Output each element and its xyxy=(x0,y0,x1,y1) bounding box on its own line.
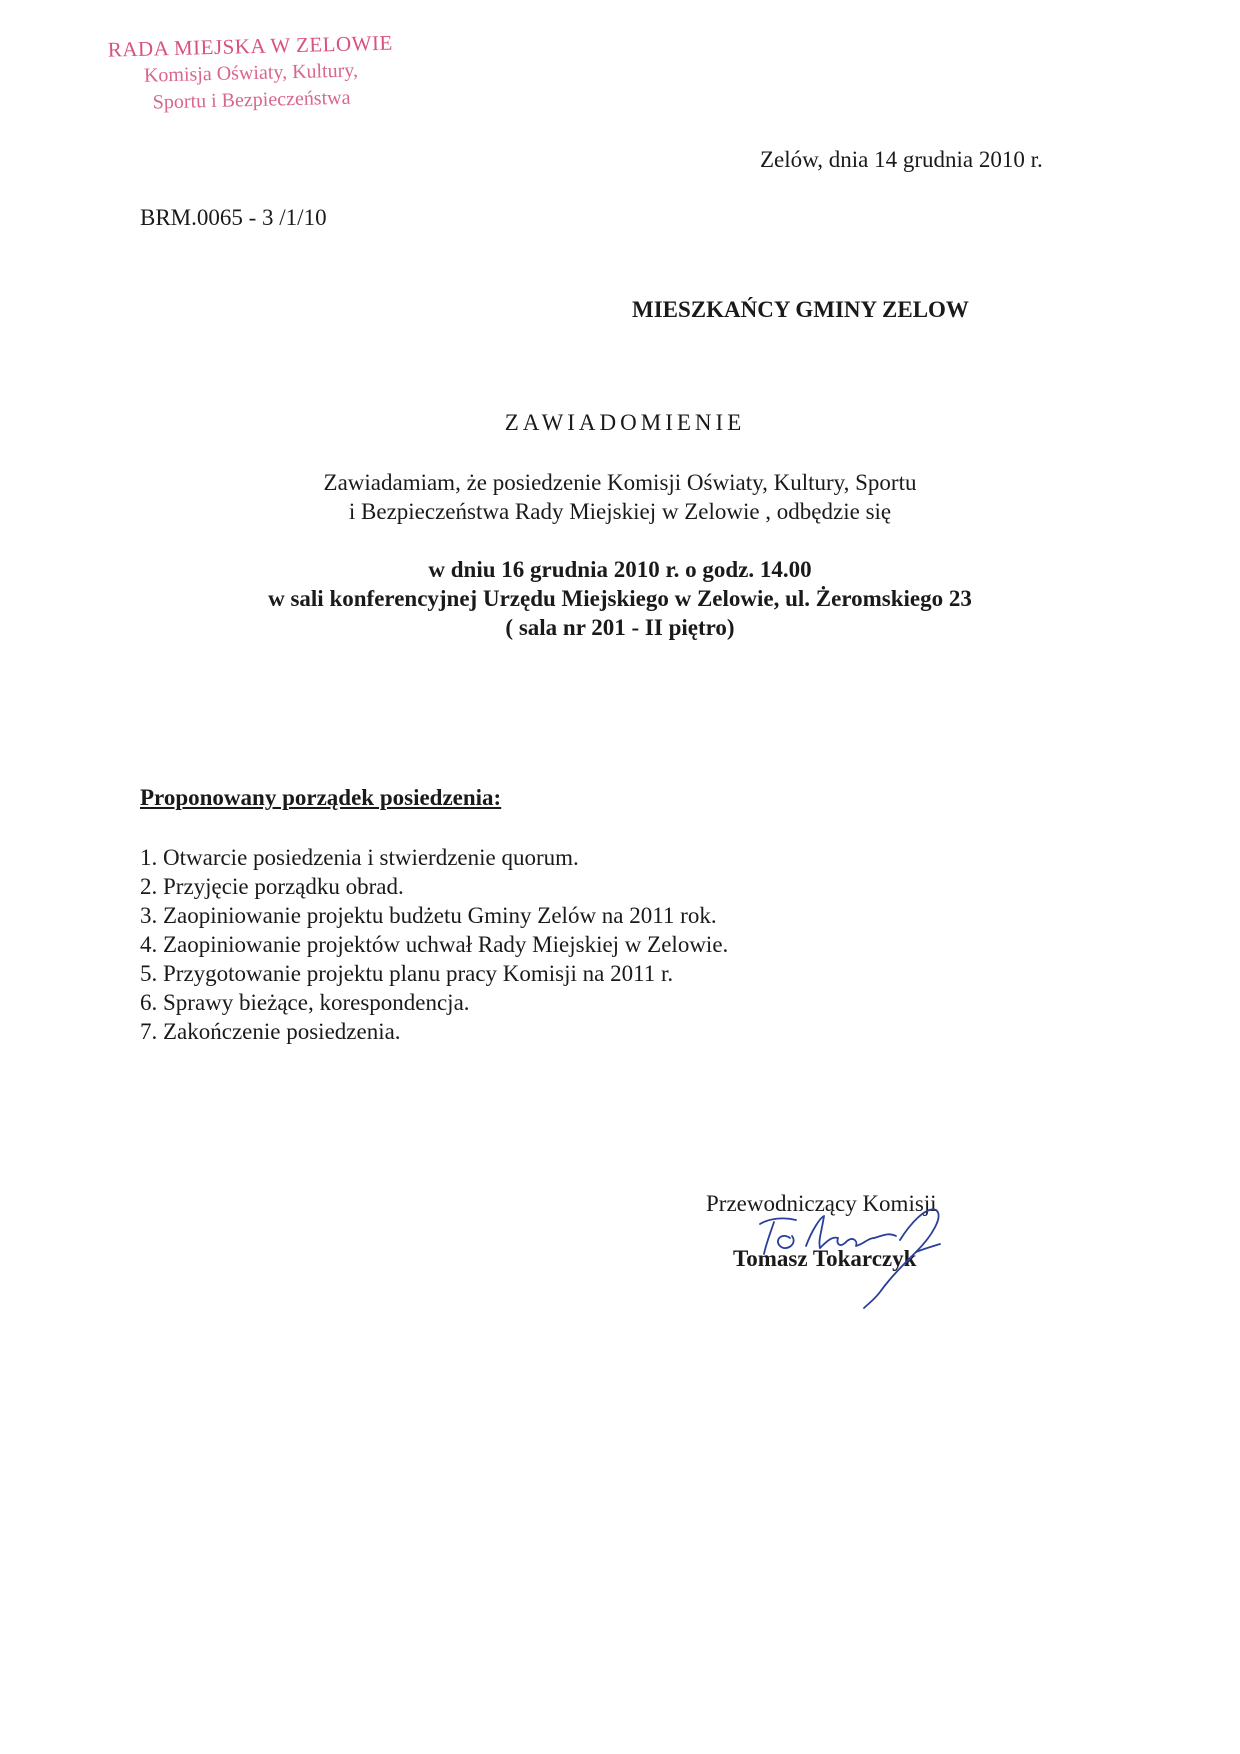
agenda-item: 6. Sprawy bieżące, korespondencja. xyxy=(140,990,470,1015)
notice-title: ZAWIADOMIENIE xyxy=(504,410,746,435)
intro-line-1: Zawiadamiam, że posiedzenie Komisji Oświaty, Kultury, Sportu xyxy=(323,470,917,495)
agenda-item: 5. Przygotowanie projektu planu pracy Komisji na 2011 r. xyxy=(140,961,674,986)
agenda-item: 1. Otwarcie posiedzenia i stwierdzenie quorum. xyxy=(140,845,579,870)
reference-number: BRM.0065 - 3 /1/10 xyxy=(140,205,327,230)
agenda-item: 3. Zaopiniowanie projektu budżetu Gminy Zelów na 2011 rok. xyxy=(140,903,717,928)
stamp-line-3: Sportu i Bezpieczeństwa xyxy=(152,86,351,114)
agenda-list xyxy=(140,843,728,1046)
signatory-role: Przewodniczący Komisji xyxy=(706,1191,937,1216)
meeting-location: w sali konferencyjnej Urzędu Miejskiego w Zelowie, ul. Żeromskiego 23 xyxy=(268,586,972,611)
intro-paragraph xyxy=(0,468,1240,526)
intro-line-2: i Bezpieczeństwa Rady Miejskiej w Zelowie , odbędzie się xyxy=(348,499,892,524)
meeting-room: ( sala nr 201 - II piętro) xyxy=(505,615,735,640)
agenda-item: 2. Przyjęcie porządku obrad. xyxy=(140,874,404,899)
council-stamp xyxy=(90,28,412,118)
signatory-name: Tomasz Tokarczyk xyxy=(733,1246,917,1271)
meeting-details xyxy=(0,555,1240,642)
handwritten-signature xyxy=(740,1200,970,1310)
date-line: Zelów, dnia 14 grudnia 2010 r. xyxy=(760,147,1043,172)
agenda-heading: Proponowany porządek posiedzenia: xyxy=(140,785,502,810)
meeting-date-time: w dniu 16 grudnia 2010 r. o godz. 14.00 xyxy=(428,557,812,582)
agenda-item: 4. Zaopiniowanie projektów uchwał Rady Miejskiej w Zelowie. xyxy=(140,932,729,957)
addressee: MIESZKAŃCY GMINY ZELOW xyxy=(632,297,969,322)
stamp-line-1: RADA MIEJSKA W ZELOWIE xyxy=(107,30,394,62)
stamp-line-2: Komisja Oświaty, Kultury, xyxy=(143,59,359,87)
agenda-item: 7. Zakończenie posiedzenia. xyxy=(140,1019,401,1044)
